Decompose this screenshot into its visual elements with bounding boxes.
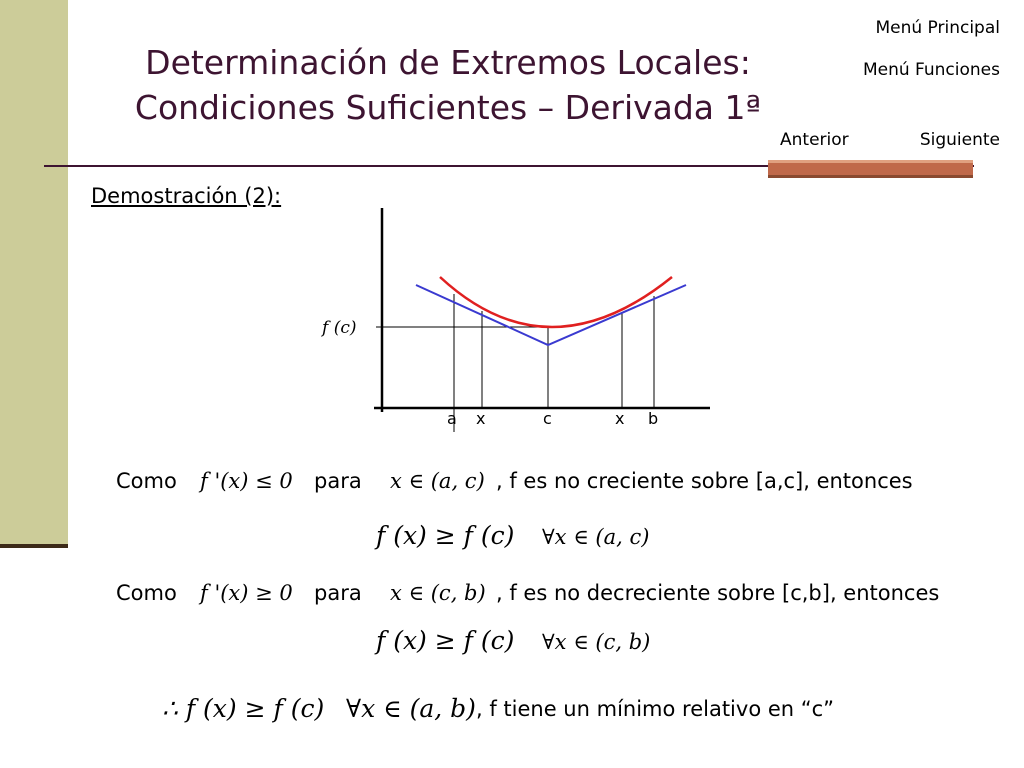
header-divider-accent bbox=[768, 160, 973, 178]
fc-label: f (c) bbox=[322, 318, 357, 338]
x-label-x-right: x bbox=[615, 409, 625, 428]
function-curve bbox=[440, 277, 672, 327]
row2-para: para bbox=[314, 581, 362, 605]
left-bar-edge bbox=[0, 544, 68, 548]
row2-result: f (x) ≥ f (c) bbox=[376, 626, 515, 655]
menu-principal-link[interactable]: Menú Principal bbox=[875, 18, 1000, 38]
row1-para: para bbox=[314, 469, 362, 493]
row1-forall: ∀x ∈ (a, c) bbox=[542, 525, 650, 549]
conclusion-forall: ∀x ∈ (a, b) bbox=[346, 694, 476, 723]
row2-como: Como bbox=[116, 581, 177, 605]
tangent-lines bbox=[416, 285, 686, 345]
row1-condition: f '(x) ≤ 0 bbox=[200, 469, 293, 493]
conclusion-text: , f tiene un mínimo relativo en “c” bbox=[476, 697, 835, 721]
row2-text: , f es no decreciente sobre [c,b], entonces bbox=[496, 581, 940, 605]
row1-como: Como bbox=[116, 469, 177, 493]
x-label-b: b bbox=[648, 409, 659, 428]
menu-funciones-link[interactable]: Menú Funciones bbox=[862, 60, 1000, 80]
title-line-2: Condiciones Suficientes – Derivada 1ª bbox=[134, 88, 762, 127]
title-line-1: Determinación de Extremos Locales: bbox=[145, 43, 751, 82]
conclusion-result: ∴ f (x) ≥ f (c) bbox=[162, 694, 325, 723]
row1-interval: x ∈ (a, c) bbox=[390, 469, 485, 493]
row2-interval: x ∈ (c, b) bbox=[390, 581, 486, 605]
page-title bbox=[108, 40, 788, 130]
x-label-c: c bbox=[543, 409, 552, 428]
x-label-a: a bbox=[447, 409, 457, 428]
left-decorative-bar bbox=[0, 0, 68, 548]
row1-result: f (x) ≥ f (c) bbox=[376, 521, 515, 550]
row1-text: , f es no creciente sobre [a,c], entonces bbox=[496, 469, 913, 493]
row2-forall: ∀x ∈ (c, b) bbox=[542, 630, 651, 654]
row2-condition: f '(x) ≥ 0 bbox=[200, 581, 293, 605]
function-graph bbox=[300, 200, 720, 432]
siguiente-link[interactable]: Siguiente bbox=[919, 130, 1000, 150]
x-label-x-left: x bbox=[476, 409, 486, 428]
section-subtitle: Demostración (2): bbox=[91, 184, 282, 208]
anterior-link[interactable]: Anterior bbox=[780, 130, 849, 150]
